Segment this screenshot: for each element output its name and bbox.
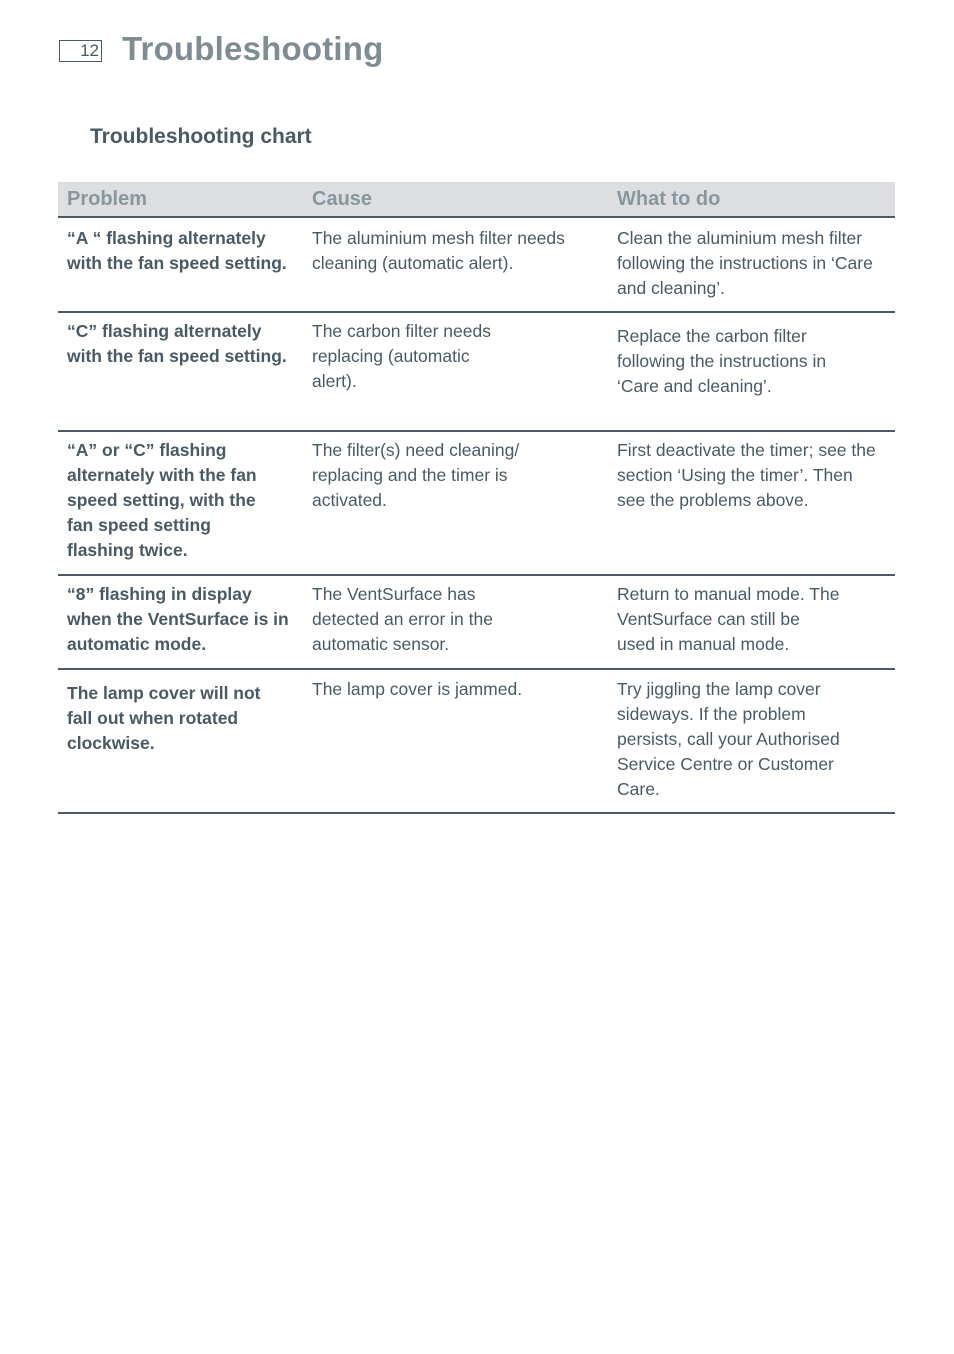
problem-cell: The lamp cover will not fall out when rotated clockwise.: [67, 683, 261, 753]
what-to-do-cell: First deactivate the timer; see the section ‘Using the timer’. Then see the problems above.: [617, 440, 876, 510]
table-row: [58, 670, 895, 814]
cause-cell: The VentSurface has detected an error in the automatic sensor.: [312, 584, 493, 654]
cause-cell: The carbon filter needs replacing (automatic alert).: [312, 321, 491, 391]
header-problem: Problem: [67, 188, 148, 210]
page-number: 12: [59, 40, 102, 62]
troubleshooting-table: [58, 182, 895, 814]
problem-cell: “A “ flashing alternately with the fan speed setting.: [67, 228, 287, 273]
what-to-do-cell: Return to manual mode. The VentSurface can still be used in manual mode.: [617, 584, 840, 654]
problem-cell: “C” flashing alternately with the fan speed setting.: [67, 321, 287, 366]
table-row: [58, 313, 895, 432]
header-what-to-do: What to do: [617, 188, 721, 210]
cause-cell: The aluminium mesh filter needs cleaning (automatic alert).: [312, 228, 565, 273]
problem-cell: “8” flashing in display when the VentSurface is in automatic mode.: [67, 584, 289, 654]
table-row: [58, 432, 895, 576]
header-cause: Cause: [312, 188, 373, 210]
page-title: Troubleshooting: [122, 30, 384, 67]
problem-cell: “A” or “C” flashing alternately with the fan speed setting, with the fan speed setting flashing twice.: [67, 440, 257, 560]
what-to-do-cell: Replace the carbon filter following the instructions in ‘Care and cleaning’.: [617, 326, 827, 396]
cause-cell: The filter(s) need cleaning/ replacing and the timer is activated.: [312, 440, 520, 510]
table-row: [58, 218, 895, 313]
cause-cell: The lamp cover is jammed.: [312, 679, 523, 699]
what-to-do-cell: Clean the aluminium mesh filter following the instructions in ‘Care and cleaning’.: [617, 228, 873, 298]
section-title: Troubleshooting chart: [90, 125, 312, 148]
table-header-row: [58, 182, 895, 218]
table-row: [58, 576, 895, 670]
what-to-do-cell: Try jiggling the lamp cover sideways. If the problem persists, call your Authorised Service Centre or Customer Care.: [617, 679, 840, 799]
